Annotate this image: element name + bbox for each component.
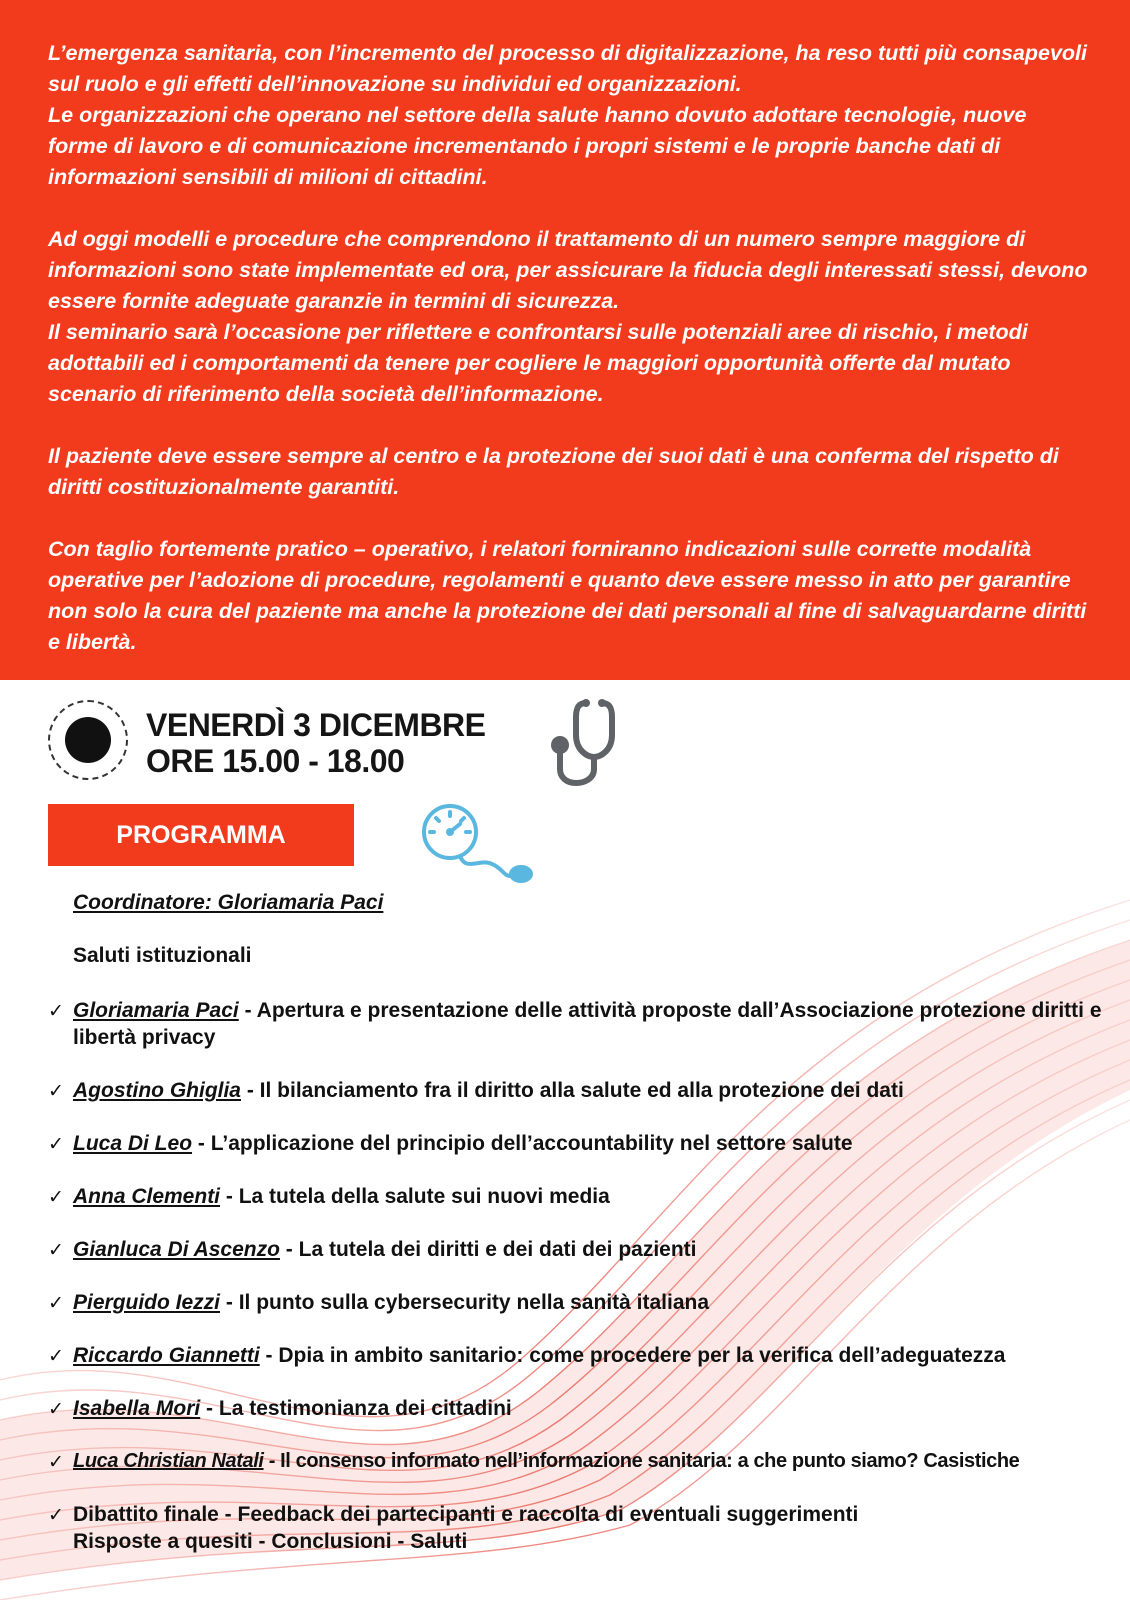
check-icon: ✓ bbox=[48, 1001, 64, 1022]
closing-line: Risposte a quesiti - Conclusioni - Saluti bbox=[73, 1530, 468, 1553]
talk-topic: - Apertura e presentazione delle attività proposte dall’Associazione protezione diritti e libertà privacy bbox=[73, 999, 1102, 1049]
check-icon: ✓ bbox=[48, 1452, 64, 1473]
program-heading: PROGRAMMA bbox=[48, 804, 354, 866]
program-item bbox=[48, 1077, 1108, 1104]
talk-topic: - La tutela dei diritti e dei dati dei pazienti bbox=[279, 1238, 697, 1261]
talk-topic: - Il punto sulla cybersecurity nella sanità italiana bbox=[220, 1291, 710, 1314]
check-icon: ✓ bbox=[48, 1293, 64, 1314]
program-item bbox=[48, 997, 1108, 1051]
intro-paragraph: Le organizzazioni che operano nel settore della salute hanno dovuto adottare tecnologie, nuove forme di lavoro e di comunicazione incrementando i propri sistemi e le proprie banche dati di informazioni sensibili di milioni di cittadini. bbox=[48, 103, 1027, 189]
intro-paragraph: Con taglio fortemente pratico – operativo, i relatori forniranno indicazioni sulle corrette modalità operative per l’adozione di procedure, regolamenti e quanto deve essere messo in atto per garantire non solo la cura del paziente ma anche la protezione dei dati personali al fine di salvaguardarne diritti e libertà. bbox=[48, 537, 1087, 654]
talk-topic: - Dpia in ambito sanitario: come procedere per la verifica dell’adeguatezza bbox=[259, 1344, 1006, 1367]
program-item bbox=[48, 1236, 1108, 1263]
intro-paragraph: Ad oggi modelli e procedure che comprendono il trattamento di un numero sempre maggiore di informazioni sono state implementate ed ora, per assicurare la fiducia degli interessati stessi, devono essere fornite adeguate garanzie in termini di sicurezza. bbox=[48, 227, 1088, 313]
speaker-name: Luca Christian Natali bbox=[73, 1450, 264, 1472]
program-item bbox=[48, 1342, 1108, 1369]
intro-text bbox=[48, 38, 1088, 689]
program-item bbox=[48, 1395, 1108, 1422]
check-icon: ✓ bbox=[48, 1081, 64, 1102]
date-dot bbox=[65, 717, 111, 763]
talk-topic: - Il consenso informato nell’informazione sanitaria: a che punto siamo? Casistiche bbox=[263, 1450, 1020, 1472]
program-item bbox=[48, 1183, 1108, 1210]
speaker-name: Isabella Mori bbox=[73, 1397, 201, 1420]
intro-paragraph: Il seminario sarà l’occasione per riflettere e confrontarsi sulle potenziali aree di rischio, i metodi adottabili ed i comportamenti da tenere per cogliere le maggiori opportunità offerte dal mutato scenario di riferimento della società dell’informazione. bbox=[48, 320, 1028, 406]
check-icon: ✓ bbox=[48, 1399, 64, 1420]
talk-topic: - La testimonianza dei cittadini bbox=[200, 1397, 512, 1420]
talk-topic: - Il bilanciamento fra il diritto alla salute ed alla protezione dei dati bbox=[241, 1079, 904, 1102]
check-icon: ✓ bbox=[48, 1505, 64, 1526]
check-icon: ✓ bbox=[48, 1187, 64, 1208]
program-list bbox=[48, 997, 1108, 1581]
coordinator-line: Coordinatore: Gloriamaria Paci bbox=[73, 891, 384, 914]
speaker-name: Luca Di Leo bbox=[73, 1132, 193, 1155]
check-icon: ✓ bbox=[48, 1240, 64, 1261]
intro-paragraph: Il paziente deve essere sempre al centro e la protezione dei suoi dati è una conferma del rispetto di diritti costituzionalmente garantiti. bbox=[48, 444, 1059, 499]
speaker-name: Gianluca Di Ascenzo bbox=[73, 1238, 280, 1261]
event-date: VENERDÌ 3 DICEMBRE bbox=[146, 707, 486, 743]
speaker-name: Pierguido Iezzi bbox=[73, 1291, 221, 1314]
greetings-line: Saluti istituzionali bbox=[73, 944, 252, 967]
speaker-name: Agostino Ghiglia bbox=[73, 1079, 241, 1102]
talk-topic: - L’applicazione del principio dell’accountability nel settore salute bbox=[192, 1132, 853, 1155]
event-time: ORE 15.00 - 18.00 bbox=[146, 743, 405, 779]
stethoscope-icon bbox=[540, 695, 626, 787]
program-item bbox=[48, 1130, 1108, 1157]
closing-line: Dibattito finale - Feedback dei partecipanti e raccolta di eventuali suggerimenti bbox=[73, 1503, 859, 1526]
speaker-name: Anna Clementi bbox=[73, 1185, 221, 1208]
check-icon: ✓ bbox=[48, 1346, 64, 1367]
calendar-dot-icon bbox=[48, 700, 128, 780]
speaker-name: Riccardo Giannetti bbox=[73, 1344, 260, 1367]
talk-topic: - La tutela della salute sui nuovi media bbox=[220, 1185, 610, 1208]
speaker-name: Gloriamaria Paci bbox=[73, 999, 239, 1022]
intro-paragraph: L’emergenza sanitaria, con l’incremento del processo di digitalizzazione, ha reso tutti più consapevoli sul ruolo e gli effetti dell’innovazione su individui ed organizzazioni. bbox=[48, 41, 1088, 96]
check-icon: ✓ bbox=[48, 1134, 64, 1155]
program-item bbox=[48, 1448, 1108, 1475]
blood-pressure-gauge-icon bbox=[418, 802, 538, 890]
event-datetime bbox=[146, 707, 486, 779]
program-item bbox=[48, 1289, 1108, 1316]
program-item-closing bbox=[48, 1501, 1108, 1555]
